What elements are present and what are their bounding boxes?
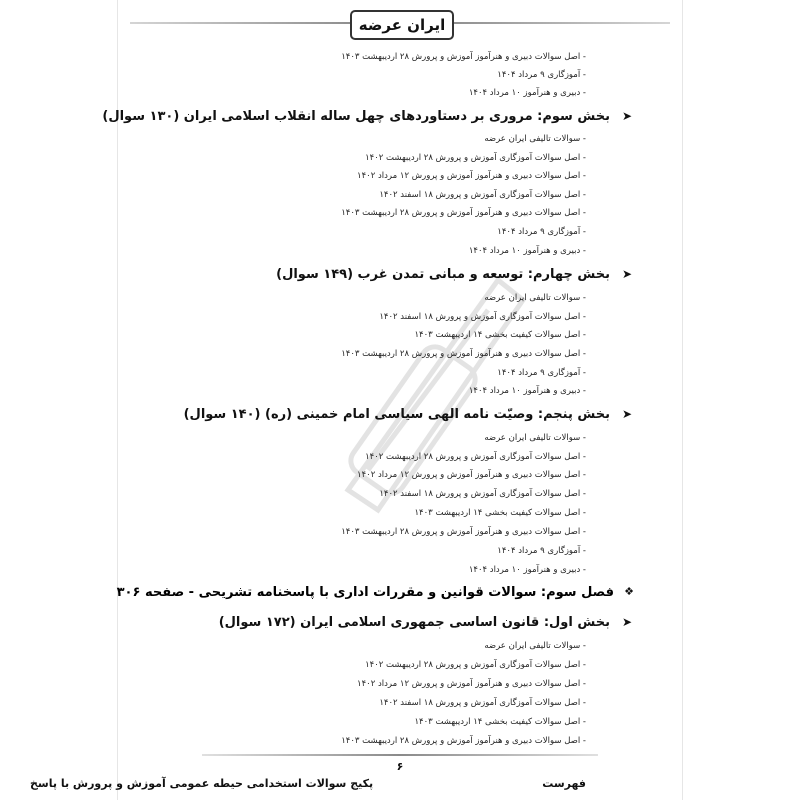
toc-text: - آموزگاری ۹ مرداد ۱۴۰۴	[497, 368, 586, 378]
toc-text: - اصل سوالات دبیری و هنرآموز آموزش و پرورش ۲۸ اردیبهشت ۱۴۰۳	[341, 208, 586, 218]
diamond-bullet-icon: ❖	[624, 585, 634, 598]
toc-text: - اصل سوالات کیفیت بخشی ۱۴ اردیبهشت ۱۴۰۳	[414, 717, 586, 727]
toc-text: - آموزگاری ۹ مرداد ۱۴۰۴	[497, 227, 586, 237]
page-header	[118, 0, 682, 46]
toc-text: - دبیری و هنرآموز ۱۰ مرداد ۱۴۰۴	[468, 565, 586, 575]
brand-logo: ایران عرضه	[350, 10, 454, 40]
toc-text: - اصل سوالات آموزگاری آموزش و پرورش ۲۸ اردیبهشت ۱۴۰۲	[365, 153, 586, 163]
toc-text: بخش پنجم: وصیّت نامه الهی سیاسی امام خمینی (ره) (۱۴۰ سوال)	[183, 407, 610, 422]
toc-text: فصل سوم: سوالات قوانین و مقررات اداری با پاسخنامه تشریحی - صفحه ۳۰۶	[116, 585, 614, 600]
toc-text: - سوالات تالیفی ایران عرضه	[484, 641, 586, 651]
arrow-bullet-icon: ➤	[621, 615, 632, 629]
document-page	[102, 0, 682, 800]
toc-text: - اصل سوالات آموزگاری آموزش و پرورش ۱۸ اسفند ۱۴۰۲	[379, 190, 586, 200]
toc-text: - سوالات تالیفی ایران عرضه	[484, 293, 586, 303]
toc-text: - اصل سوالات دبیری و هنرآموز آموزش و پرورش ۲۸ اردیبهشت ۱۴۰۳	[341, 349, 586, 359]
toc-text: - اصل سوالات دبیری و هنرآموز آموزش و پرورش ۲۸ اردیبهشت ۱۴۰۳	[341, 736, 586, 746]
footer-book-title: پکیج سوالات استخدامی حیطه عمومی آموزش و پرورش با پاسخ	[30, 777, 374, 790]
page-number: ۶	[396, 760, 404, 773]
toc-text: - اصل سوالات کیفیت بخشی ۱۴ اردیبهشت ۱۴۰۳	[414, 330, 586, 340]
toc-text: - اصل سوالات دبیری و هنرآموز آموزش و پرورش ۱۲ مرداد ۱۴۰۲	[357, 679, 586, 689]
toc-text: - دبیری و هنرآموز ۱۰ مرداد ۱۴۰۴	[468, 246, 586, 256]
footer-section-label: فهرست	[542, 777, 586, 790]
footer-rule	[202, 754, 598, 756]
toc-text: - اصل سوالات کیفیت بخشی ۱۴ اردیبهشت ۱۴۰۳	[414, 508, 586, 518]
toc-text: - سوالات تالیفی ایران عرضه	[484, 433, 586, 443]
toc-text: - اصل سوالات دبیری و هنرآموز آموزش و پرورش ۲۸ اردیبهشت ۱۴۰۳	[341, 52, 586, 62]
toc-text: بخش سوم: مروری بر دستاوردهای چهل ساله انقلاب اسلامی ایران (۱۳۰ سوال)	[102, 109, 610, 124]
toc-text: - سوالات تالیفی ایران عرضه	[484, 134, 586, 144]
toc-text: - اصل سوالات آموزگاری آموزش و پرورش ۱۸ اسفند ۱۴۰۲	[379, 489, 586, 499]
arrow-bullet-icon: ➤	[621, 407, 632, 421]
toc-text: - دبیری و هنرآموز ۱۰ مرداد ۱۴۰۴	[468, 88, 586, 98]
toc-text: - آموزگاری ۹ مرداد ۱۴۰۴	[497, 546, 586, 556]
toc-text: - اصل سوالات آموزگاری آموزش و پرورش ۱۸ اسفند ۱۴۰۲	[379, 312, 586, 322]
toc-text: بخش چهارم: توسعه و مبانی تمدن غرب (۱۴۹ سوال)	[276, 267, 610, 282]
arrow-bullet-icon: ➤	[621, 109, 632, 123]
toc-text: - اصل سوالات آموزگاری آموزش و پرورش ۲۸ اردیبهشت ۱۴۰۲	[365, 452, 586, 462]
arrow-bullet-icon: ➤	[621, 267, 632, 281]
toc-text: - دبیری و هنرآموز ۱۰ مرداد ۱۴۰۴	[468, 386, 586, 396]
toc-text: - اصل سوالات آموزگاری آموزش و پرورش ۱۸ اسفند ۱۴۰۲	[379, 698, 586, 708]
toc-text: - اصل سوالات آموزگاری آموزش و پرورش ۲۸ اردیبهشت ۱۴۰۲	[365, 660, 586, 670]
toc-text: بخش اول: قانون اساسی جمهوری اسلامی ایران (۱۷۲ سوال)	[218, 615, 610, 630]
toc-text: - اصل سوالات دبیری و هنرآموز آموزش و پرورش ۱۲ مرداد ۱۴۰۲	[357, 470, 586, 480]
toc-text: - اصل سوالات دبیری و هنرآموز آموزش و پرورش ۱۲ مرداد ۱۴۰۲	[357, 171, 586, 181]
toc-text: - اصل سوالات دبیری و هنرآموز آموزش و پرورش ۲۸ اردیبهشت ۱۴۰۳	[341, 527, 586, 537]
toc-text: - آموزگاری ۹ مرداد ۱۴۰۴	[497, 70, 586, 80]
